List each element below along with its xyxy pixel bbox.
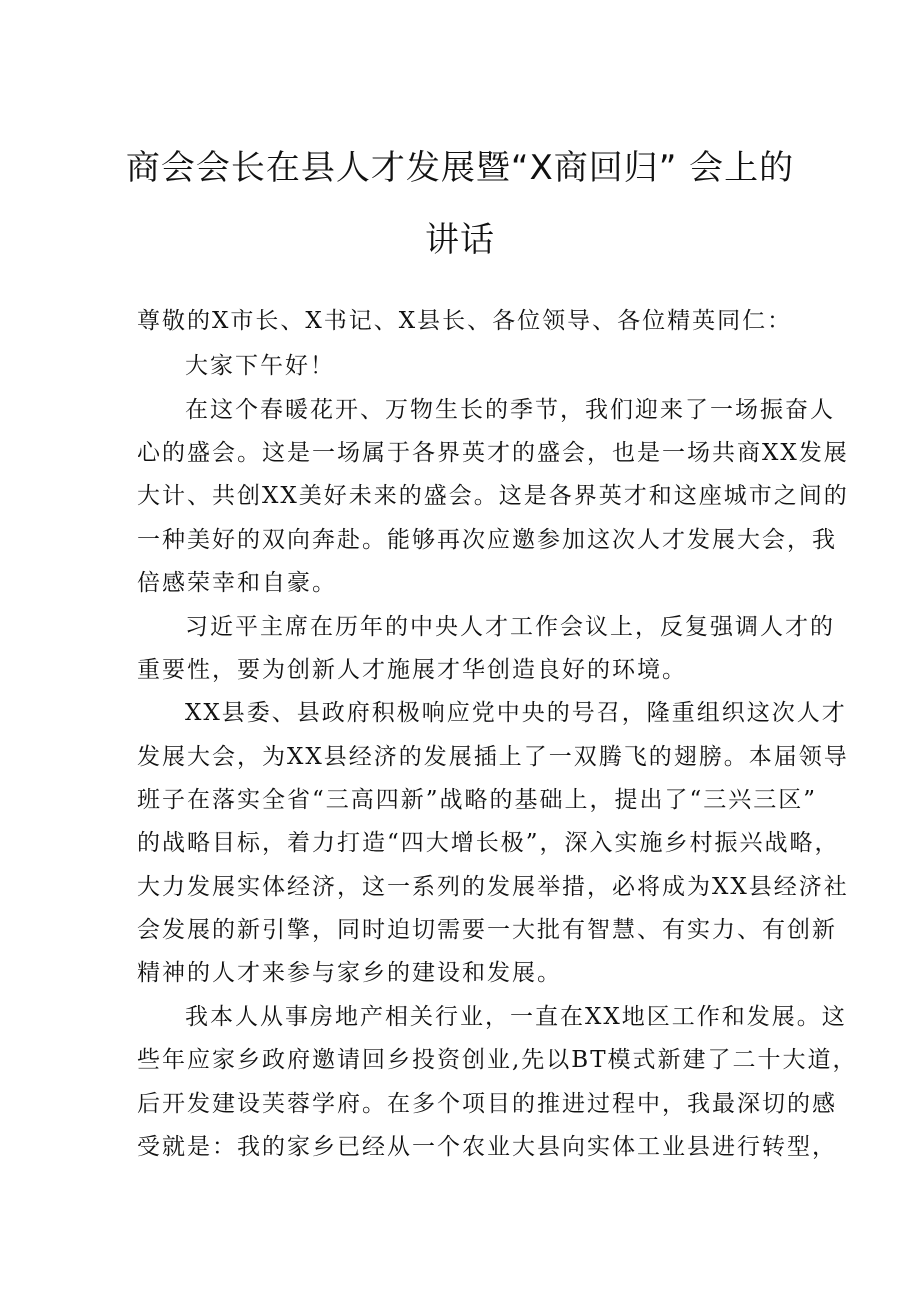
paragraph-4-line-1: 我本人从事房地产相关行业，一直在XX地区工作和发展。这 — [185, 1004, 847, 1030]
paragraph-2-line-1: 习近平主席在历年的中央人才工作会议上，反复强调人才的 — [185, 614, 835, 640]
paragraph-4-line-2: 些年应家乡政府邀请回乡投资创业,先以BT模式新建了二十大道， — [137, 1047, 858, 1073]
paragraph-3-line-2: 发展大会，为XX县经济的发展插上了一双腾飞的翅膀。本届领导 — [137, 744, 849, 770]
paragraph-1-line-4: 一种美好的双向奔赴。能够再次应邀参加这次人才发展大会，我 — [137, 527, 837, 553]
paragraph-4-line-3: 后开发建设芙蓉学府。在多个项目的推进过程中，我最深切的感 — [137, 1091, 837, 1117]
paragraph-2-line-2: 重要性，要为创新人才施展才华创造良好的环境。 — [137, 657, 687, 683]
salutation: 尊敬的X市长、X书记、X县长、各位领导、各位精英同仁： — [137, 308, 793, 334]
paragraph-3-line-3: 班子在落实全省“三高四新”战略的基础上，提出了“三兴三区” — [137, 787, 818, 813]
greeting: 大家下午好！ — [185, 353, 335, 379]
paragraph-4-line-4: 受就是：我的家乡已经从一个农业大县向实体工业县进行转型， — [137, 1134, 837, 1160]
document-title-line-1: 商会会长在县人才发展暨“X商回归” 会上的 — [125, 148, 795, 188]
paragraph-3-line-6: 会发展的新引擎，同时迫切需要一大批有智慧、有实力、有创新 — [137, 917, 837, 943]
paragraph-1-line-2: 心的盛会。这是一场属于各界英才的盛会，也是一场共商XX发展 — [137, 440, 849, 466]
paragraph-3-line-4: 的战略目标，着力打造“四大增长极”，深入实施乡村振兴战略， — [137, 830, 840, 856]
paragraph-1-line-1: 在这个春暖花开、万物生长的季节，我们迎来了一场振奋人 — [185, 397, 835, 423]
document-title-line-2: 讲话 — [425, 220, 495, 260]
paragraph-3-line-5: 大力发展实体经济，这一系列的发展举措，必将成为XX县经济社 — [137, 874, 849, 900]
paragraph-3-line-1: XX县委、县政府积极响应党中央的号召，隆重组织这次人才 — [185, 700, 847, 726]
paragraph-3-line-7: 精神的人才来参与家乡的建设和发展。 — [137, 960, 562, 986]
paragraph-1-line-5: 倍感荣幸和自豪。 — [137, 570, 337, 596]
paragraph-1-line-3: 大计、共创XX美好未来的盛会。这是各界英才和这座城市之间的 — [137, 483, 849, 509]
